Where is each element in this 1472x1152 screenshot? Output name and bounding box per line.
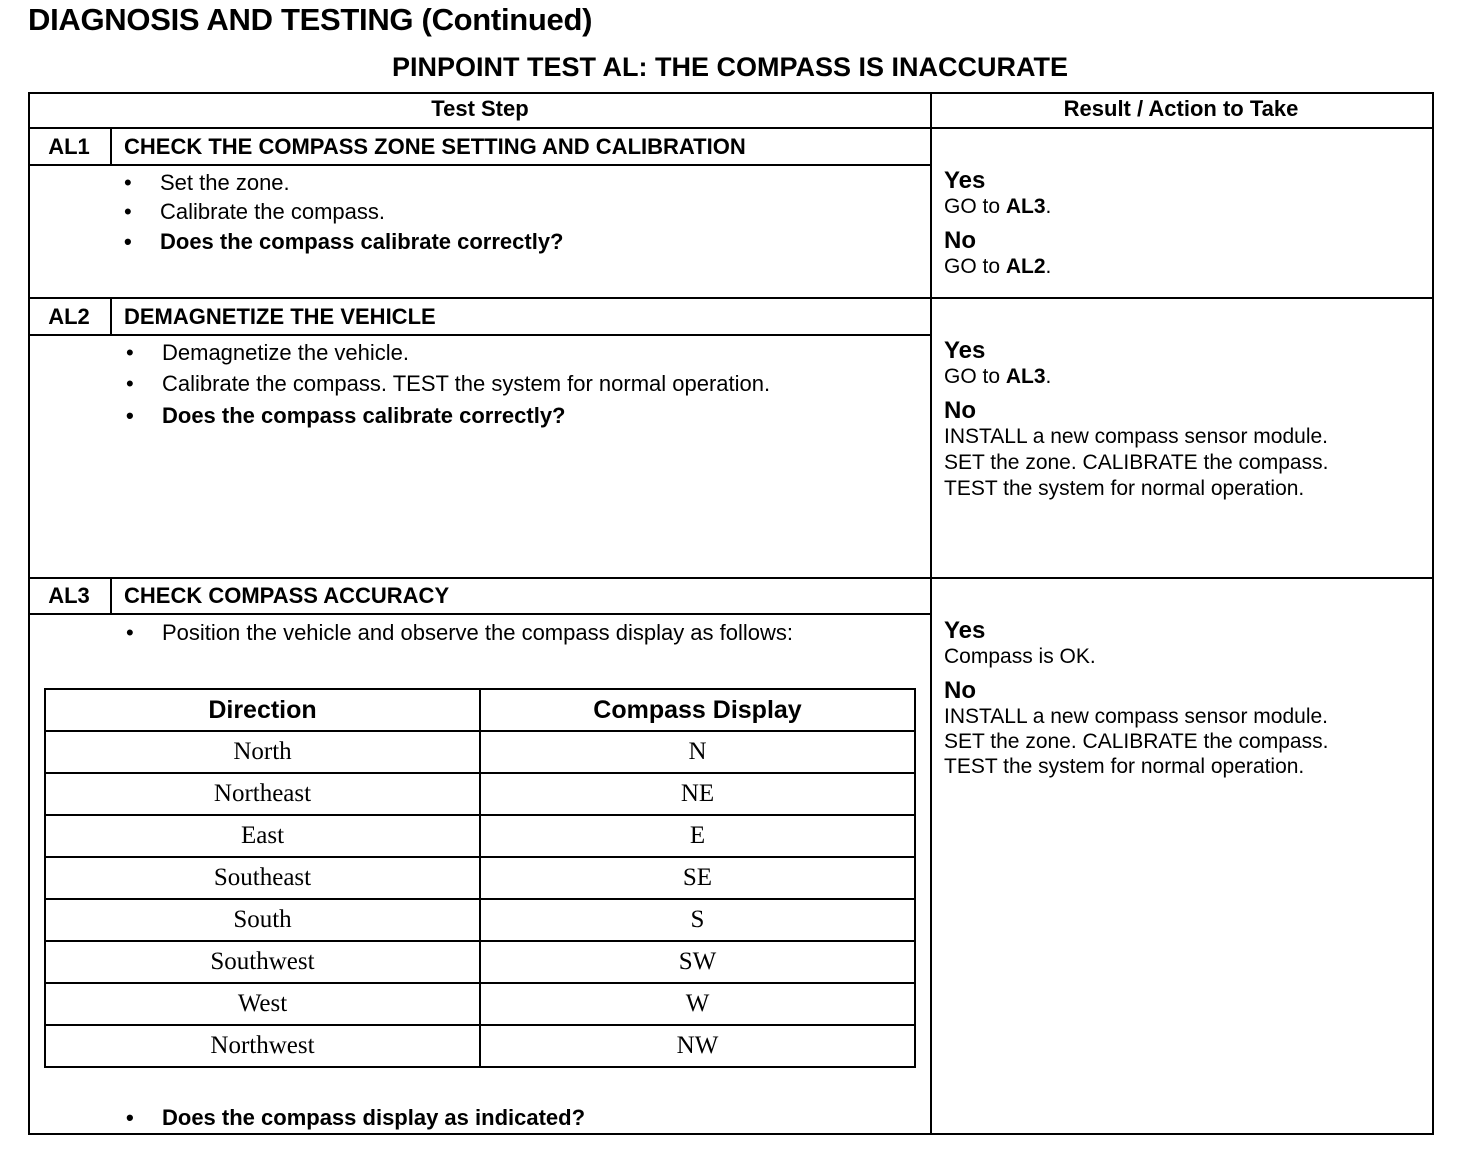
result-no-line: TEST the system for normal operation. bbox=[944, 477, 1305, 500]
step-title: CHECK COMPASS ACCURACY bbox=[124, 583, 450, 608]
display-cell: SE bbox=[480, 857, 915, 899]
result-no-line: INSTALL a new compass sensor module. bbox=[944, 705, 1329, 728]
display-cell: SW bbox=[480, 941, 915, 983]
direction-cell: Northeast bbox=[45, 773, 480, 815]
display-cell: NE bbox=[480, 773, 915, 815]
table-row bbox=[45, 941, 915, 983]
display-cell: NW bbox=[480, 1025, 915, 1067]
display-cell: W bbox=[480, 983, 915, 1025]
direction-cell: Southwest bbox=[45, 941, 480, 983]
step-bullet: • Set the zone. bbox=[124, 170, 290, 195]
step-bullet: • Position the vehicle and observe the compass display as follows: bbox=[126, 620, 794, 645]
result-yes-action: GO to AL3. bbox=[944, 365, 1052, 388]
step-title: DEMAGNETIZE THE VEHICLE bbox=[124, 304, 436, 329]
result-no-line: SET the zone. CALIBRATE the compass. bbox=[944, 730, 1329, 753]
direction-cell: East bbox=[45, 815, 480, 857]
table-row bbox=[45, 983, 915, 1025]
step-bullet: • Demagnetize the vehicle. bbox=[126, 340, 410, 365]
step-question: • Does the compass calibrate correctly? bbox=[126, 403, 566, 428]
column-header-result-action: Result / Action to Take bbox=[1063, 96, 1299, 121]
table-row bbox=[45, 899, 915, 941]
result-yes-text: Compass is OK. bbox=[944, 645, 1096, 668]
result-no-line: SET the zone. CALIBRATE the compass. bbox=[944, 451, 1329, 474]
direction-cell: South bbox=[45, 899, 480, 941]
step-question: • Does the compass calibrate correctly? bbox=[124, 229, 564, 254]
step-title: CHECK THE COMPASS ZONE SETTING AND CALIBRATION bbox=[124, 134, 746, 159]
step-id: AL1 bbox=[48, 134, 90, 159]
direction-cell: Northwest bbox=[45, 1025, 480, 1067]
table-row bbox=[45, 773, 915, 815]
result-no-line: TEST the system for normal operation. bbox=[944, 755, 1305, 778]
result-yes-action: GO to AL3. bbox=[944, 195, 1052, 218]
direction-cell: West bbox=[45, 983, 480, 1025]
result-no-line: INSTALL a new compass sensor module. bbox=[944, 425, 1329, 448]
table-header-compass-display: Compass Display bbox=[480, 689, 915, 731]
step-question: • Does the compass display as indicated? bbox=[126, 1105, 586, 1130]
step-bullet: • Calibrate the compass. TEST the system for normal operation. bbox=[126, 371, 771, 396]
result-yes-label: Yes bbox=[944, 167, 986, 194]
result-no-label: No bbox=[944, 397, 976, 424]
step-id: AL3 bbox=[48, 583, 90, 608]
result-no-label: No bbox=[944, 677, 976, 704]
step-id: AL2 bbox=[48, 304, 90, 329]
result-yes-label: Yes bbox=[944, 337, 986, 364]
pinpoint-test-title: PINPOINT TEST AL: THE COMPASS IS INACCURATE bbox=[391, 52, 1068, 82]
result-yes-label: Yes bbox=[944, 617, 986, 644]
display-cell: N bbox=[480, 731, 915, 773]
table-row bbox=[45, 731, 915, 773]
table-header-direction: Direction bbox=[45, 689, 480, 731]
result-no-label: No bbox=[944, 227, 976, 254]
column-header-test-step: Test Step bbox=[431, 96, 529, 121]
result-no-action: GO to AL2. bbox=[944, 255, 1052, 278]
step-bullet: • Calibrate the compass. bbox=[124, 199, 385, 224]
compass-direction-table bbox=[44, 688, 916, 1068]
table-row bbox=[45, 857, 915, 899]
display-cell: S bbox=[480, 899, 915, 941]
page-title: DIAGNOSIS AND TESTING (Continued) bbox=[28, 2, 593, 37]
direction-cell: North bbox=[45, 731, 480, 773]
direction-cell: Southeast bbox=[45, 857, 480, 899]
display-cell: E bbox=[480, 815, 915, 857]
table-row bbox=[45, 1025, 915, 1067]
table-row bbox=[45, 815, 915, 857]
